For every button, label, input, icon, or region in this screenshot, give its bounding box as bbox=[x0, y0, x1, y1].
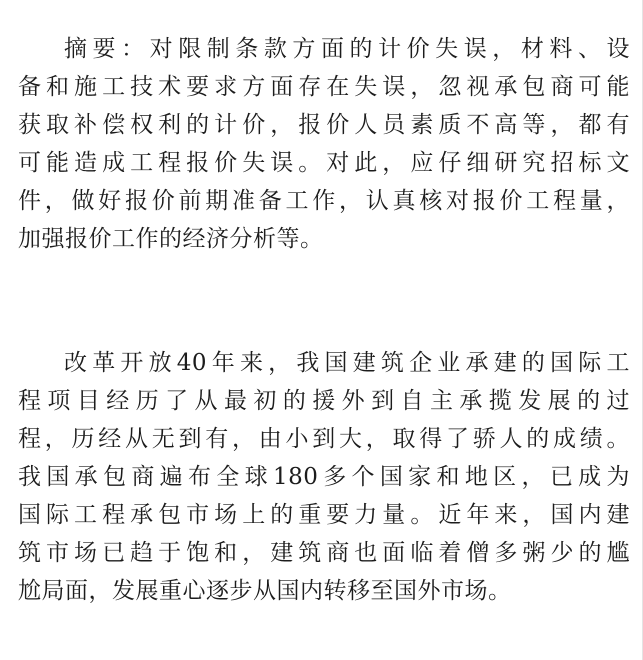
body-paragraph bbox=[18, 344, 630, 610]
abstract-line: 摘要：对限制条款方面的计价失误，材料、设 bbox=[64, 36, 630, 62]
abstract-paragraph bbox=[18, 30, 630, 258]
body-line: 我国承包商遍布全球180多个国家和地区，已成为 bbox=[18, 464, 630, 490]
abstract-line: 可能造成工程报价失误。对此，应仔细研究招标文 bbox=[18, 150, 630, 176]
body-line: 改革开放40年来，我国建筑企业承建的国际工 bbox=[64, 350, 630, 376]
abstract-line: 件，做好报价前期准备工作，认真核对报价工程量， bbox=[18, 188, 630, 214]
body-line: 程项目经历了从最初的援外到自主承揽发展的过 bbox=[18, 388, 630, 414]
body-line: 国际工程承包市场上的重要力量。近年来，国内建 bbox=[18, 502, 630, 528]
body-line: 筑市场已趋于饱和，建筑商也面临着僧多粥少的尴 bbox=[18, 540, 630, 566]
body-line: 程，历经从无到有，由小到大，取得了骄人的成绩。 bbox=[18, 426, 630, 452]
abstract-line: 获取补偿权利的计价，报价人员素质不高等，都有 bbox=[18, 112, 630, 138]
abstract-line: 加强报价工作的经济分析等。 bbox=[18, 226, 324, 252]
abstract-line: 备和施工技术要求方面存在失误，忽视承包商可能 bbox=[18, 74, 630, 100]
body-line: 尬局面，发展重心逐步从国内转移至国外市场。 bbox=[18, 578, 512, 604]
